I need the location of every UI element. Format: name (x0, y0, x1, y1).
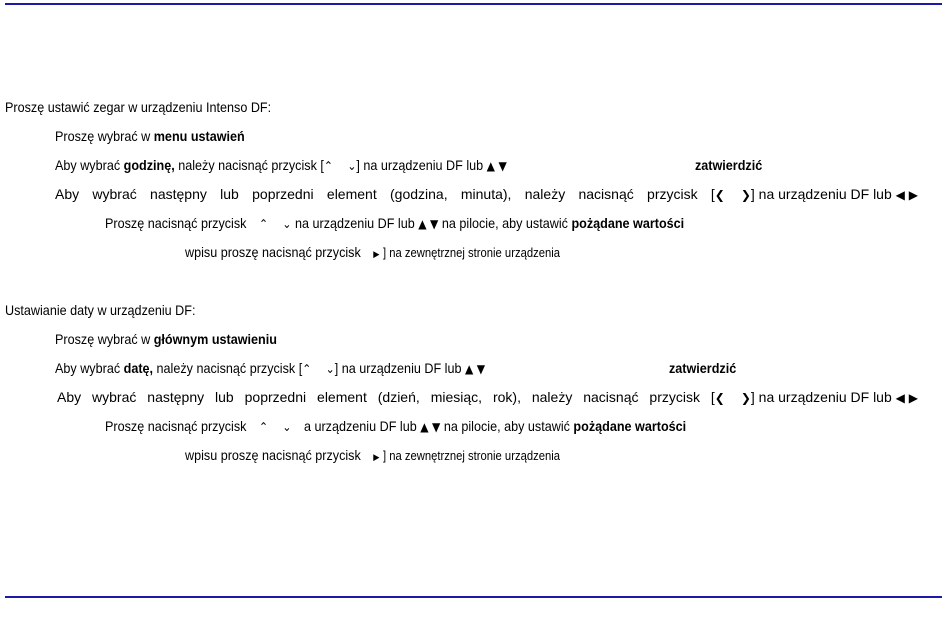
time-line-4: Proszę nacisnąć przycisk ⌃ ⌄ na urządzeniu DF lub ▲ ▼ na pilocie, aby ustawić pożądane wartości (105, 215, 685, 231)
triangle-down-icon: ▼ (498, 159, 507, 173)
time-line-3: Aby wybrać następny lub poprzedni element (godzina, minuta), należy nacisnąć przycisk [❮ ❯] na urządzeniu DF lub ◀ ▶ (55, 186, 918, 202)
triangle-up-icon: ▲ (418, 217, 427, 231)
caret-up-icon: ⌃ (302, 362, 312, 376)
time-line-1: Proszę wybrać w menu ustawień (55, 128, 245, 144)
caret-down-icon: ⌄ (347, 159, 357, 173)
triangle-down-icon: ▼ (430, 217, 439, 231)
caret-down-icon: ⌄ (282, 420, 292, 434)
caret-left-icon: ❮ (714, 391, 725, 405)
date-line-3: Aby wybrać następny lub poprzedni element (dzień, miesiąc, rok), należy nacisnąć przycisk [❮ ❯] na urządzeniu DF lub ◀ ▶ (57, 389, 918, 405)
caret-down-icon: ⌄ (325, 362, 335, 376)
caret-up-icon: ⌃ (258, 420, 269, 434)
triangle-left-icon: ◀ (895, 391, 905, 405)
bottom-rule (5, 596, 942, 598)
caret-right-icon: ❯ (740, 188, 751, 202)
date-section-heading: Ustawianie daty w urządzeniu DF: (5, 302, 196, 318)
time-confirm-label: zatwierdzić (695, 157, 763, 173)
triangle-right-icon: ▶ (908, 391, 918, 405)
date-line-2: Aby wybrać datę, należy nacisnąć przycisk [⌃ ⌄] na urządzeniu DF lub ▲ ▼ (55, 360, 486, 376)
triangle-up-icon: ▲ (420, 420, 429, 434)
small-right-triangle-icon: ▶ (373, 250, 380, 260)
triangle-up-icon: ▲ (464, 362, 474, 376)
date-line-4: Proszę nacisnąć przycisk ⌃ ⌄ a urządzeniu DF lub ▲ ▼ na pilocie, aby ustawić pożądane wartości (105, 418, 687, 434)
top-rule (5, 3, 942, 5)
date-line-5: wpisu proszę nacisnąć przycisk ▶ ] na zewnętrznej stronie urządzenia (185, 446, 560, 467)
caret-left-icon: ❮ (714, 188, 725, 202)
caret-right-icon: ❯ (740, 391, 751, 405)
triangle-down-icon: ▼ (432, 420, 441, 434)
caret-up-icon: ⌃ (323, 159, 333, 173)
date-line-1: Proszę wybrać w głównym ustawieniu (55, 331, 277, 347)
triangle-up-icon: ▲ (486, 159, 495, 173)
triangle-left-icon: ◀ (895, 188, 905, 202)
caret-up-icon: ⌃ (258, 217, 269, 231)
triangle-right-icon: ▶ (908, 188, 918, 202)
time-line-5: wpisu proszę nacisnąć przycisk ▶ ] na zewnętrznej stronie urządzenia (185, 243, 560, 264)
caret-down-icon: ⌄ (282, 217, 292, 231)
time-section-heading: Proszę ustawić zegar w urządzeniu Intenso DF: (5, 99, 272, 115)
time-line-2: Aby wybrać godzinę, należy nacisnąć przycisk [⌃ ⌄] na urządzeniu DF lub ▲ ▼ (55, 157, 507, 173)
small-right-triangle-icon: ▶ (373, 453, 380, 463)
triangle-down-icon: ▼ (476, 362, 486, 376)
date-confirm-label: zatwierdzić (669, 360, 737, 376)
